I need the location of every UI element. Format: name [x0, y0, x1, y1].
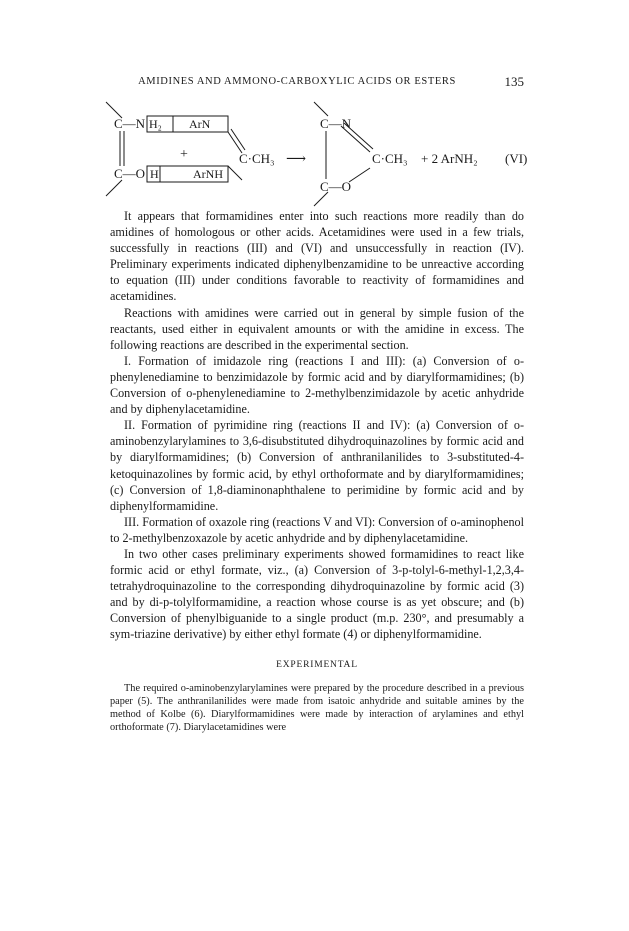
product-ammonia: + 2 ArNH₂ [421, 151, 478, 166]
h-label: H [150, 167, 159, 181]
arnh-label: ArNH [193, 167, 223, 181]
body-paragraph-2: Reactions with amidines were carried out in general by simple fusion of the reactants, used either in equivalent amounts or with the amidine in excess. The following reactions are described in the experimental section. [110, 305, 524, 352]
body-paragraph-3: I. Formation of imidazole ring (reactions I and III): (a) Conversion of o-phenylenediamine to benzimidazole by formic acid and by diarylformamidines; (b) Conversion of o-phenylenediamine to 2-methylbenzimidazole by acetic anhydride and by diphenylacetamidine. [110, 353, 524, 417]
left-bottom-atoms: C—O [114, 166, 146, 181]
page-header [110, 76, 524, 92]
section-heading-experimental: EXPERIMENTAL [276, 659, 358, 670]
reaction-scheme-vi [100, 98, 540, 210]
body-paragraph-5: III. Formation of oxazole ring (reactions V and VI): Conversion of o-aminophenol to 2-methylbenzoxazole by acetic anhydride and by diphenylacetamidine. [110, 514, 524, 545]
body-paragraph-1: It appears that formamidines enter into such reactions more readily than do amidines of homologous or other acids. Acetamidines were used in a few trials, successfully in reactions (III) and (VI) and unsuccessfully in reaction (IV). Preliminary experiments indicated diphenylbenzamidine to be unreactive according to equation (III) under conditions favorable to reactivity of formamidines and acetamidines. [110, 209, 524, 304]
right-top-atoms: C—N [320, 116, 352, 131]
left-ch3-group: C·CH₃ [239, 151, 275, 166]
arn-label: ArN [189, 117, 211, 131]
right-ch3-group: C·CH₃ [372, 151, 408, 166]
article-body [110, 208, 524, 734]
body-paragraph-4: II. Formation of pyrimidine ring (reactions II and IV): (a) Conversion of o-aminobenzylarylamines to 3,6-disubstituted dihydroquinazolines by formic acid and by diarylformamidines; (b) Conversion of anthranilanilides to 3-substituted-4-ketoquinazolines by formic acid, by ethyl orthoformate and by diarylformamidines; (c) Conversion of 1,8-diaminonaphthalene to perimidine by formic acid and by diphenylformamidine. [110, 418, 524, 513]
right-bottom-atoms: C—O [320, 179, 352, 194]
h2-label: H₂ [149, 117, 162, 131]
reaction-arrow: ⟶ [286, 152, 307, 167]
running-head: AMIDINES AND AMMONO-CARBOXYLIC ACIDS OR ESTERS [138, 76, 456, 87]
left-top-atoms: C—N [114, 116, 146, 131]
page-number: 135 [504, 74, 524, 89]
equation-label: (VI) [505, 151, 528, 166]
experimental-text [110, 682, 524, 735]
plus-sign: + [180, 147, 188, 162]
body-paragraph-6: In two other cases preliminary experiments showed formamidines to react like formic acid or ethyl formate, viz., (a) Conversion of 3-p-tolyl-6-methyl-1,2,3,4-tetrahydroquinazoline to the corresponding dihydroquinazoline by formic acid (3) and by di-p-tolylformamidine, a reaction whose course is as yet obscure; and (b) Conversion of phenylbiguanide to a single product (m.p. 230°, and presumably a sym-triazine derivative) by either ethyl formate (4) or diphenylformamidine. [110, 546, 524, 642]
experimental-paragraph: The required o-aminobenzylarylamines were prepared by the procedure described in a previous paper (5). The anthranilanilides were made from isatoic anhydride and suitable amines by the method of Kolbe (6). Diarylformamidines were made by interaction of arylamines and ethyl orthoformate (7). Diarylacetamidines were [110, 682, 524, 734]
